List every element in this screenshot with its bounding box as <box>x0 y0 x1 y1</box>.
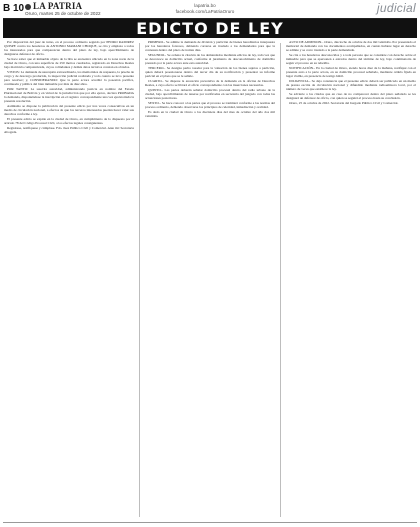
logo-emblem-icon <box>25 4 31 10</box>
logo-text: LA PATRIA <box>33 1 83 11</box>
header-website: lapatria.bo <box>194 3 216 8</box>
paragraph: AUTO DE ADMISIÓN.- Oruro, dieciocho de octubre de dos mil veintidós. Por presentado el memorial de demanda con los documentos acompañados, en cuanto hubiere lugar en derecho se admite y se corre traslado a la parte demandada. <box>286 41 416 52</box>
paragraph: SEXTO.- Se hace conocer a las partes que el proceso se tramitará conforme a las normas del proceso ordinario, debiendo observarse los principios de celeridad, inmediación y oralidad. <box>145 101 275 110</box>
paragraph: Por disposición del juez de turno, en el proceso ordinario seguido por PEDRO RAMÍREZ QUISPE contra los herederos de ANTONIO MAMANI CHOQUE, se cita y emplaza a todos los interesados para que comparezcan dentro del plazo de ley, bajo apercibimiento de designarse defensor de oficio. <box>4 41 134 56</box>
paragraph: VISTOS: La demanda de usucapión extraordinaria, los memoriales de respuesta, la prueba de cargo y de descargo producida, la inspección judicial realizada y todo cuanto se tuvo presente para resolver; y, CONSIDERANDO: Que la parte actora acreditó la posesión pacífica, continuada y pública del bien inmueble por más de diez años. <box>4 70 134 86</box>
newspaper-logo <box>25 1 85 11</box>
paragraph: Asimismo se dispone la publicación del presente edicto por tres veces consecutivas en un medio de circulación nacional, a efectos de que los terceros interesados puedan hacer valer sus derechos conforme a ley. <box>4 104 134 116</box>
column-1 <box>4 41 134 519</box>
paragraph: NOTIFICACIÓN.- En la ciudad de Oruro, siendo horas diez de la mañana, notifiqué con el presente auto a la parte actora, en su domicilio procesal señalado, mediante cédula fijada en lugar visible, en presencia de testigo hábil. <box>286 66 416 78</box>
header-center-info <box>150 3 260 15</box>
paragraph: POR TANTO: La suscrita autoridad, administrando justicia en nombre del Estado Plurinacional de Bolivia y en virtud de la jurisdicción que por ella ejerce, declara PROBADA la demanda, disponiéndose la inscripción en el registro correspondiente una vez ejecutoriada la presente resolución. <box>4 87 134 103</box>
header-social: facebook.com/LaPatriaOruro <box>175 9 235 14</box>
page-number: B 10 <box>3 3 25 14</box>
masthead <box>25 1 101 17</box>
paragraph: El presente edicto se expide en la ciudad de Oruro, en cumplimiento de lo dispuesto por el artículo 78 del Código Procesal Civil, a los efectos legales consiguientes. <box>4 117 134 126</box>
banner-title: EDICTO DE LEY <box>136 19 284 38</box>
paragraph: Oruro, 25 de octubre de 2022. Secretaría del Juzgado Público Civil y Comercial. <box>289 101 399 106</box>
paragraph: TERCERO.- Se designa perito tasador para la valuación de los bienes sujetos a partición, quien deberá posesionarse dentro del tercer día de su notificación y presentar su informe pericial en el plazo que se le señale. <box>145 66 275 78</box>
paragraph: DILIGENCIA.- Se deja constancia que el presente edicto deberá ser publicado en un medio de prensa escrita de circulación nacional y difundido mediante radioemisora local, por el número de veces que establece la ley. <box>286 79 416 92</box>
column-3 <box>286 41 416 519</box>
dateline: Oruro, martes 25 de octubre de 2022 <box>25 11 101 16</box>
section-label: judicial <box>376 1 416 15</box>
paragraph: PRIMERO.- Se admite la demanda de división y partición de bienes hereditarios interpuesta por los herederos forzosos, debiendo correrse en traslado a los demandados para que la contesten dentro del plazo de treinta días. <box>145 41 275 52</box>
edicto-banner <box>3 19 417 38</box>
footer-rule <box>3 522 417 523</box>
paragraph: CUARTO.- Se dispone la anotación preventiva de la demanda en la oficina de Derechos Reales, a cuyo efecto se librará el oficio correspondiente con las inserciones necesarias. <box>145 79 275 88</box>
paragraph: Es dado en la ciudad de Oruro a los diecisiete días del mes de octubre del año dos mil veintidós. <box>145 110 275 119</box>
column-divider <box>280 43 281 517</box>
paragraph: Se advierte a los citados que en caso de no comparecer dentro del plazo señalado se les designará un defensor de oficio, con quien se seguirá el proceso hasta su conclusión. <box>286 92 416 101</box>
column-2 <box>145 41 275 519</box>
paragraph: QUINTO.- Las partes deberán señalar domicilio procesal dentro del radio urbano de la ciudad, bajo apercibimiento de tenerse por notificadas en secretaría del juzgado con todas las actuaciones posteriores. <box>145 88 275 101</box>
paragraph: Se cita a los herederos desconocidos y a toda persona que se considere con derecho sobre el inmueble para que se apersonen a estrados dentro del término de ley, bajo conminatoria de seguir el proceso en su rebeldía. <box>286 53 416 65</box>
column-divider <box>139 43 140 517</box>
paragraph: SEGUNDO.- Se ordena la citación de los demandados mediante edictos de ley, toda vez que se desconoce su domicilio actual, conforme al juramento de desconocimiento de domicilio prestado por la parte actora ante esta autoridad. <box>145 53 275 65</box>
paragraph: Se hace saber que el inmueble objeto de la litis se encuentra ubicado en la zona norte de la ciudad de Oruro, con una superficie de 250 metros cuadrados, registrado en Derechos Reales bajo matrícula computarizada, cuyos colindantes y demás datos técnicos constan en obrados. <box>4 57 134 69</box>
article-columns <box>4 41 416 519</box>
paragraph: Registrese, notifíquese y cúmplase. Fdo. Juez Público Civil y Comercial. Ante mí: Secretaria Abogada. <box>4 126 134 135</box>
